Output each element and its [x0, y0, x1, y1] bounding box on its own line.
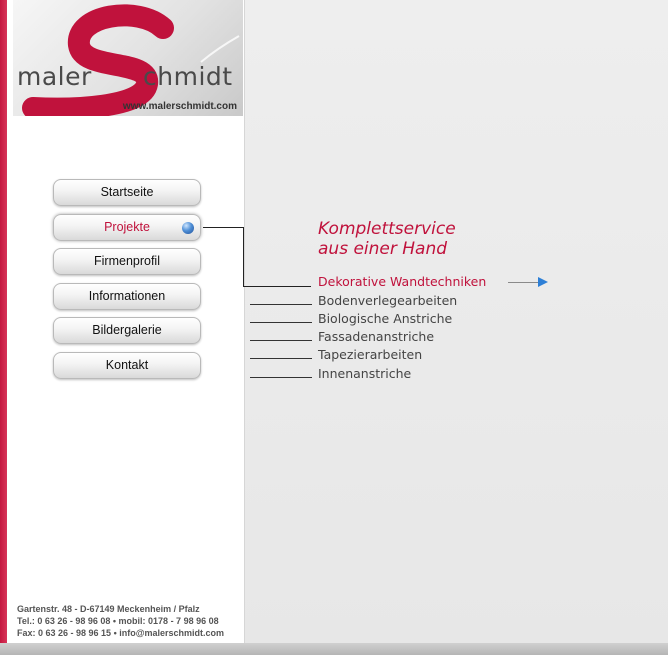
- nav-label: Informationen: [88, 289, 166, 303]
- nav-button-firmenprofil[interactable]: [53, 248, 201, 275]
- nav-button-startseite[interactable]: [53, 179, 201, 206]
- project-item-bodenverlegearbeiten[interactable]: Bodenverlegearbeiten: [318, 293, 458, 308]
- logo-word-chmidt: chmidt: [143, 62, 233, 91]
- contact-footer: [17, 603, 239, 639]
- project-item-biologische-anstriche[interactable]: Biologische Anstriche: [318, 311, 453, 326]
- logo-s-icon: [13, 0, 243, 116]
- headline: [318, 219, 456, 259]
- project-line: [250, 340, 312, 341]
- project-item-dekorative-wandtechniken[interactable]: Dekorative Wandtechniken: [318, 274, 487, 289]
- project-line: [250, 377, 312, 378]
- left-accent-stripe: [0, 0, 7, 655]
- active-dot-icon: [182, 222, 194, 234]
- connector-line: [243, 286, 311, 287]
- project-line: [250, 358, 312, 359]
- active-arrow-line: [508, 282, 538, 283]
- headline-line-2: aus einer Hand: [318, 239, 448, 259]
- project-item-tapezierarbeiten[interactable]: Tapezierarbeiten: [318, 347, 423, 362]
- project-line: [250, 304, 312, 305]
- connector-line: [203, 227, 244, 228]
- nav-label: Bildergalerie: [92, 323, 162, 337]
- bottom-bar: [0, 643, 668, 655]
- logo-url: www.malerschmidt.com: [122, 101, 237, 112]
- nav-button-informationen[interactable]: [53, 283, 201, 310]
- arrow-right-icon: [538, 277, 548, 287]
- nav-button-projekte[interactable]: [53, 214, 201, 241]
- nav-button-kontakt[interactable]: [53, 352, 201, 379]
- nav-label: Projekte: [104, 220, 150, 234]
- project-item-fassadenanstriche[interactable]: Fassadenanstriche: [318, 329, 435, 344]
- logo[interactable]: [13, 0, 243, 116]
- headline-line-1: Komplettservice: [318, 219, 456, 239]
- connector-line: [243, 227, 244, 287]
- logo-word-maler: maler: [17, 62, 92, 91]
- nav-button-bildergalerie[interactable]: [53, 317, 201, 344]
- footer-phone: Tel.: 0 63 26 - 98 96 08 • mobil: 0178 - 7 98 96 08: [17, 616, 219, 626]
- project-line: [250, 322, 312, 323]
- nav-label: Kontakt: [105, 358, 149, 372]
- footer-address: Gartenstr. 48 - D-67149 Meckenheim / Pfalz: [17, 604, 200, 614]
- nav-label: Startseite: [100, 185, 154, 199]
- nav-label: Firmenprofil: [94, 254, 160, 268]
- project-item-innenanstriche[interactable]: Innenanstriche: [318, 366, 412, 381]
- footer-fax: Fax: 0 63 26 - 98 96 15 • info@malerschmidt.com: [17, 628, 225, 638]
